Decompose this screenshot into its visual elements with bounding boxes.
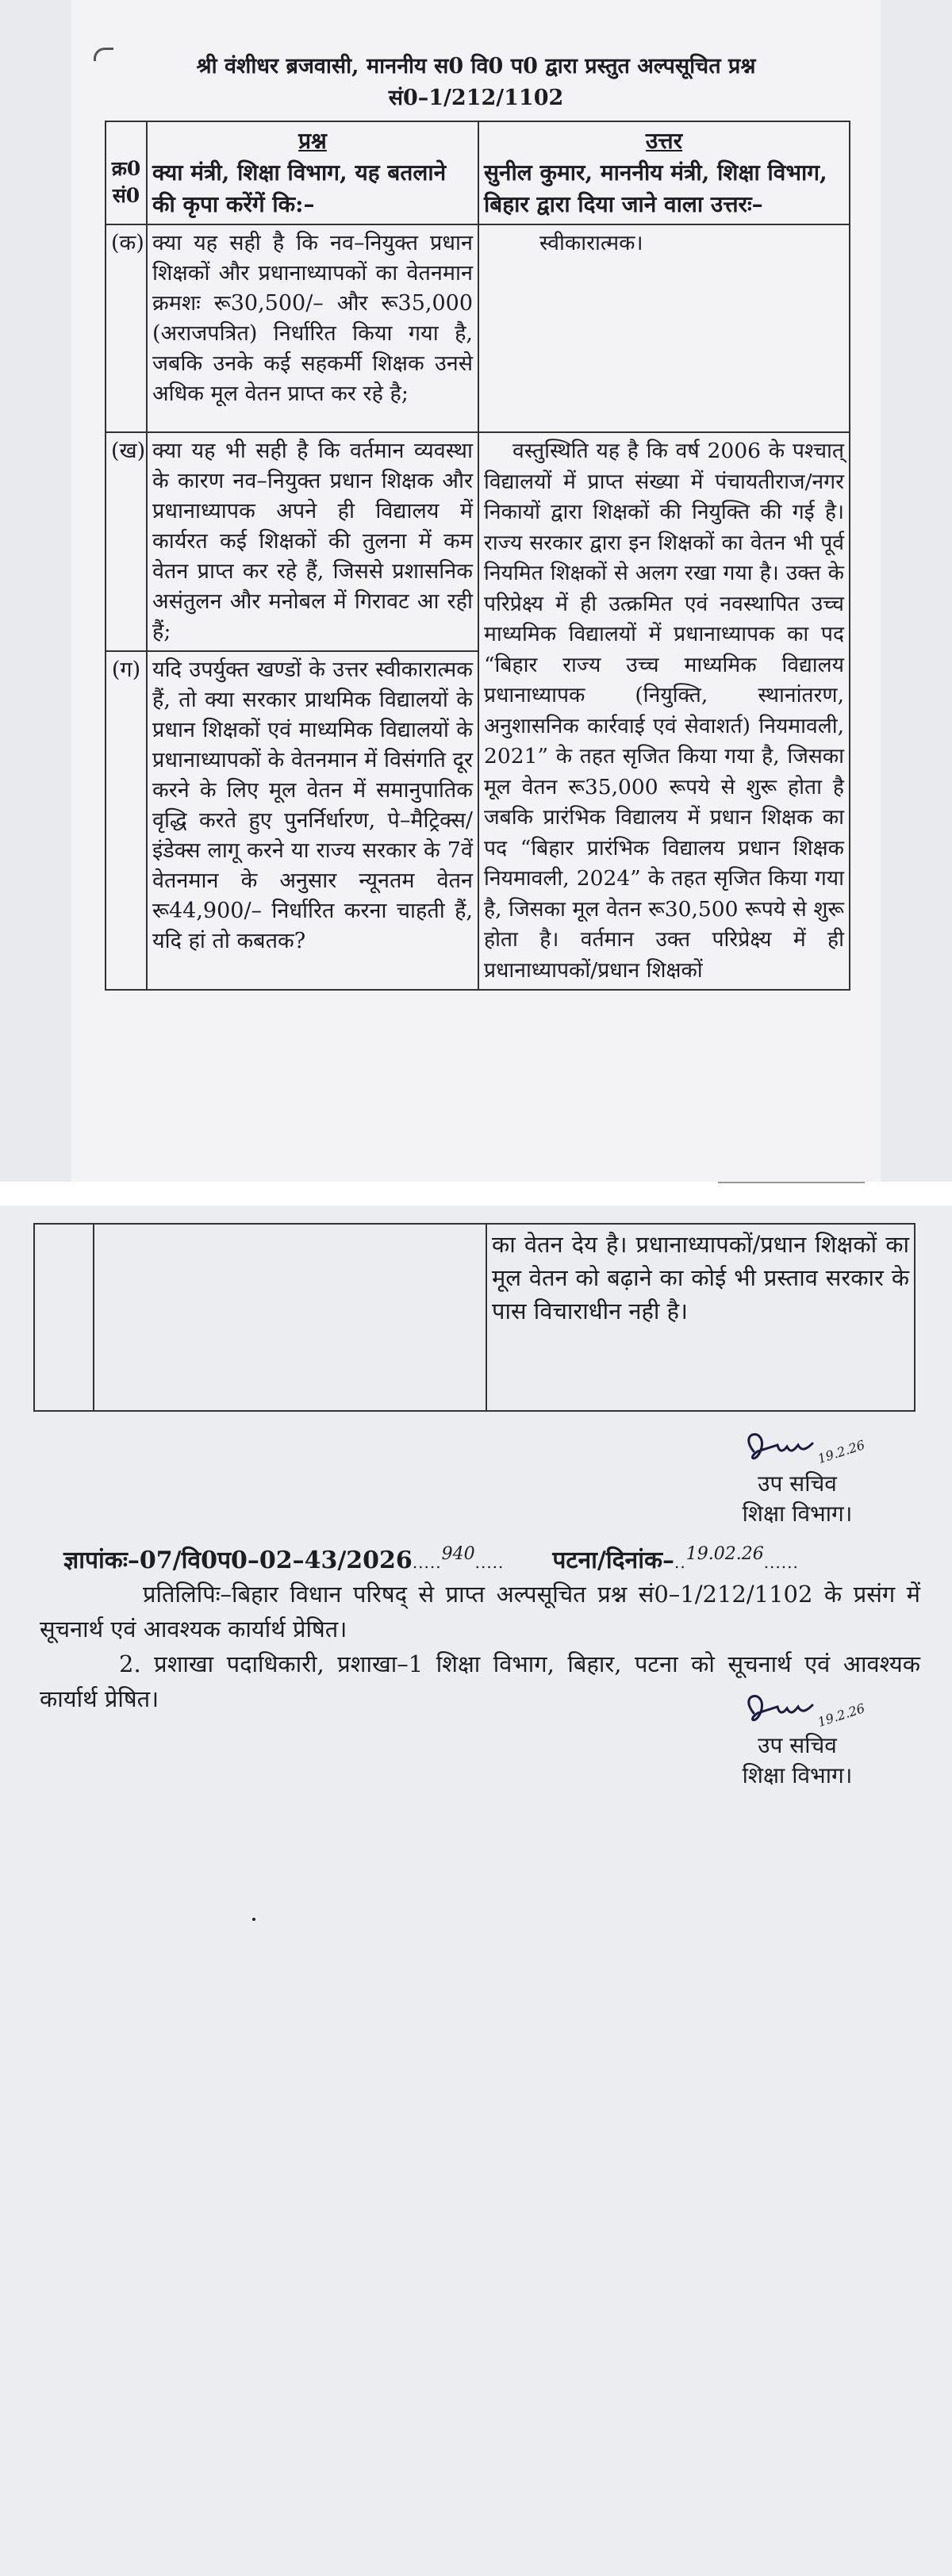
question-header-title: प्रश्न	[298, 128, 327, 154]
signature-2-designation: उप सचिव	[758, 1732, 837, 1758]
question-header	[147, 121, 478, 224]
answer-continued-text: का वेतन देय है। प्रधानाध्यापकों/प्रधान शिक्षकों का मूल वेतन को बढ़ाने का कोई भी प्रस्ताव सरकार के पास विचाराधीन नही है।	[486, 1224, 915, 1411]
table-header-row	[106, 121, 850, 224]
table-row	[34, 1224, 915, 1411]
title-line-1: श्री वंशीधर ब्रजवासी, माननीय स0 वि0 प0 द्वारा प्रस्तुत अल्पसूचित प्रश्न	[196, 54, 756, 79]
copy-paragraph-2-text: 2. प्रशाखा पदाधिकारी, प्रशाखा–1 शिक्षा विभाग, बिहार, पटना को सूचनार्थ एवं आवश्यक कार्यार्थ प्रेषित।	[40, 1650, 920, 1712]
question-answer-table	[105, 121, 850, 991]
answer-combined-cell	[478, 432, 850, 990]
table-row	[106, 224, 850, 432]
question-text: यदि उपर्युक्त खण्डों के उत्तर स्वीकारात्मक हैं, तो क्या सरकार प्राथमिक विद्यालयों के प्रधान शिक्षकों एवं माध्यमिक विद्यालयों के प्रधानाध्यापकों के वेतनमान में विसंगति दूर करने के लिए मूल वेतन में समानुपातिक वृद्धि करते हुए पुनर्निर्धारण, पे–मैट्रिक्स/इंडेक्स लागू करने या राज्य सरकार के 7वें वेतनमान के अनुसार न्यूनतम वेतन रू44,900/– निर्धारित करना चाहती हैं, यदि हां तो कबतक?	[147, 651, 478, 990]
answer-header-title: उत्तर	[645, 128, 683, 154]
row-number: (क)	[106, 224, 147, 432]
answer-continuation-table	[33, 1223, 916, 1412]
page-separator	[0, 1182, 952, 1206]
question-reference-number: सं0–1/212/1102	[388, 86, 564, 110]
empty-question-cell	[94, 1224, 486, 1411]
table-row	[106, 432, 850, 651]
answer-affirmative: स्वीकारात्मक।	[539, 231, 643, 255]
memo-number-handwritten: 940	[441, 1544, 475, 1564]
ink-speck	[252, 1918, 255, 1921]
memo-date-handwritten: 19.02.26	[685, 1544, 764, 1564]
question-text: क्या यह भी सही है कि वर्तमान व्यवस्था के कारण नव–नियुक्त प्रधान शिक्षक और प्रधानाध्यापक अपने ही विद्यालय में कार्यरत कई शिक्षकों की तुलना में कम वेतन प्राप्त कर रहे हैं, जिससे प्रशासनिक असंतुलन और मनोबल में गिरावट आ रही हैं;	[147, 432, 478, 651]
place-date-label: पटना/दिनांक–	[552, 1547, 675, 1574]
row-number: (ख)	[106, 432, 147, 651]
signature-block-1	[698, 1428, 896, 1529]
answer-header	[478, 121, 850, 224]
question-header-text: क्या मंत्री, शिक्षा विभाग, यह बतलाने की कृपा करेंगें कि:–	[152, 159, 447, 217]
copy-paragraph-1	[40, 1577, 920, 1646]
signature-2-department: शिक्षा विभाग।	[742, 1762, 853, 1788]
answer-header-text: सुनील कुमार, माननीय मंत्री, शिक्षा विभाग, बिहार द्वारा दिया जाने वाला उत्तरः–	[484, 159, 827, 217]
memo-reference-line: ज्ञापांकः–07/वि0प0–02–43/2026.....$^{940}$..... पटना/दिनांक–..$^{19.02.26}$......	[63, 1544, 799, 1574]
row-number: (ग)	[106, 651, 147, 990]
serial-number-header: क्र0 सं0	[106, 121, 147, 224]
page-separator-line	[718, 1182, 865, 1183]
memo-number: ज्ञापांकः–07/वि0प0–02–43/2026	[63, 1547, 413, 1574]
signature-2-date: 19.2.26	[816, 1700, 867, 1730]
signature-block-2	[698, 1689, 896, 1791]
signature-1-designation: उप सचिव	[758, 1470, 837, 1497]
document-page-1	[71, 0, 881, 1182]
answer-combined-text: वस्तुस्थिति यह है कि वर्ष 2006 के पश्चात् विद्यालयों में प्राप्त संख्या में पंचायतीराज/नगर निकायों द्वारा शिक्षकों की नियुक्ति की गई है। राज्य सरकार द्वारा इन शिक्षकों का वेतन भी पूर्व नियमित शिक्षकों से अलग रखा गया है। उक्त के परिप्रेक्ष्य में ही उत्क्रमित एवं नवस्थापित उच्च माध्यमिक विद्यालयों में प्रधानाध्यापक का पद “बिहार राज्य उच्च माध्यमिक विद्यालय प्रधानाध्यापक (नियुक्ति, स्थानांतरण, अनुशासनिक कार्रवाई एवं सेवाशर्त) नियमावली, 2021” के तहत सृजित किया गया है, जिसका मूल वेतन रू35,000 रूपये से शुरू होता है जबकि प्रारंभिक विद्यालय में प्रधान शिक्षक का पद “बिहार प्रारंभिक विद्यालय प्रधान शिक्षक नियमावली, 2024” के तहत सृजित किया गया है, जिसका मूल वेतन रू30,500 रूपये से शुरू होता है। वर्तमान उक्त परिप्रेक्ष्य में ही प्रधानाध्यापकों/प्रधान शिक्षकों	[484, 439, 844, 983]
empty-number-cell	[34, 1224, 94, 1411]
copy-paragraph-1-text: प्रतिलिपिः–बिहार विधान परिषद् से प्राप्त अल्पसूचित प्रश्न सं0–1/212/1102 के प्रसंग में सूचनार्थ एवं आवश्यक कार्यार्थ प्रेषित।	[40, 1581, 920, 1643]
signature-1-date: 19.2.26	[816, 1437, 867, 1466]
document-title	[71, 51, 881, 114]
signature-1-department: शिक्षा विभाग।	[742, 1501, 853, 1527]
answer-text	[478, 224, 850, 432]
question-text: क्या यह सही है कि नव–नियुक्त प्रधान शिक्षकों और प्रधानाध्यापकों का वेतनमान क्रमशः रू30,500/– और रू35,000 (अराजपत्रित) निर्धारित किया गया है, जबकि उनके कई सहकर्मी शिक्षक उनसे अधिक मूल वेतन प्राप्त कर रहे है;	[147, 224, 478, 432]
